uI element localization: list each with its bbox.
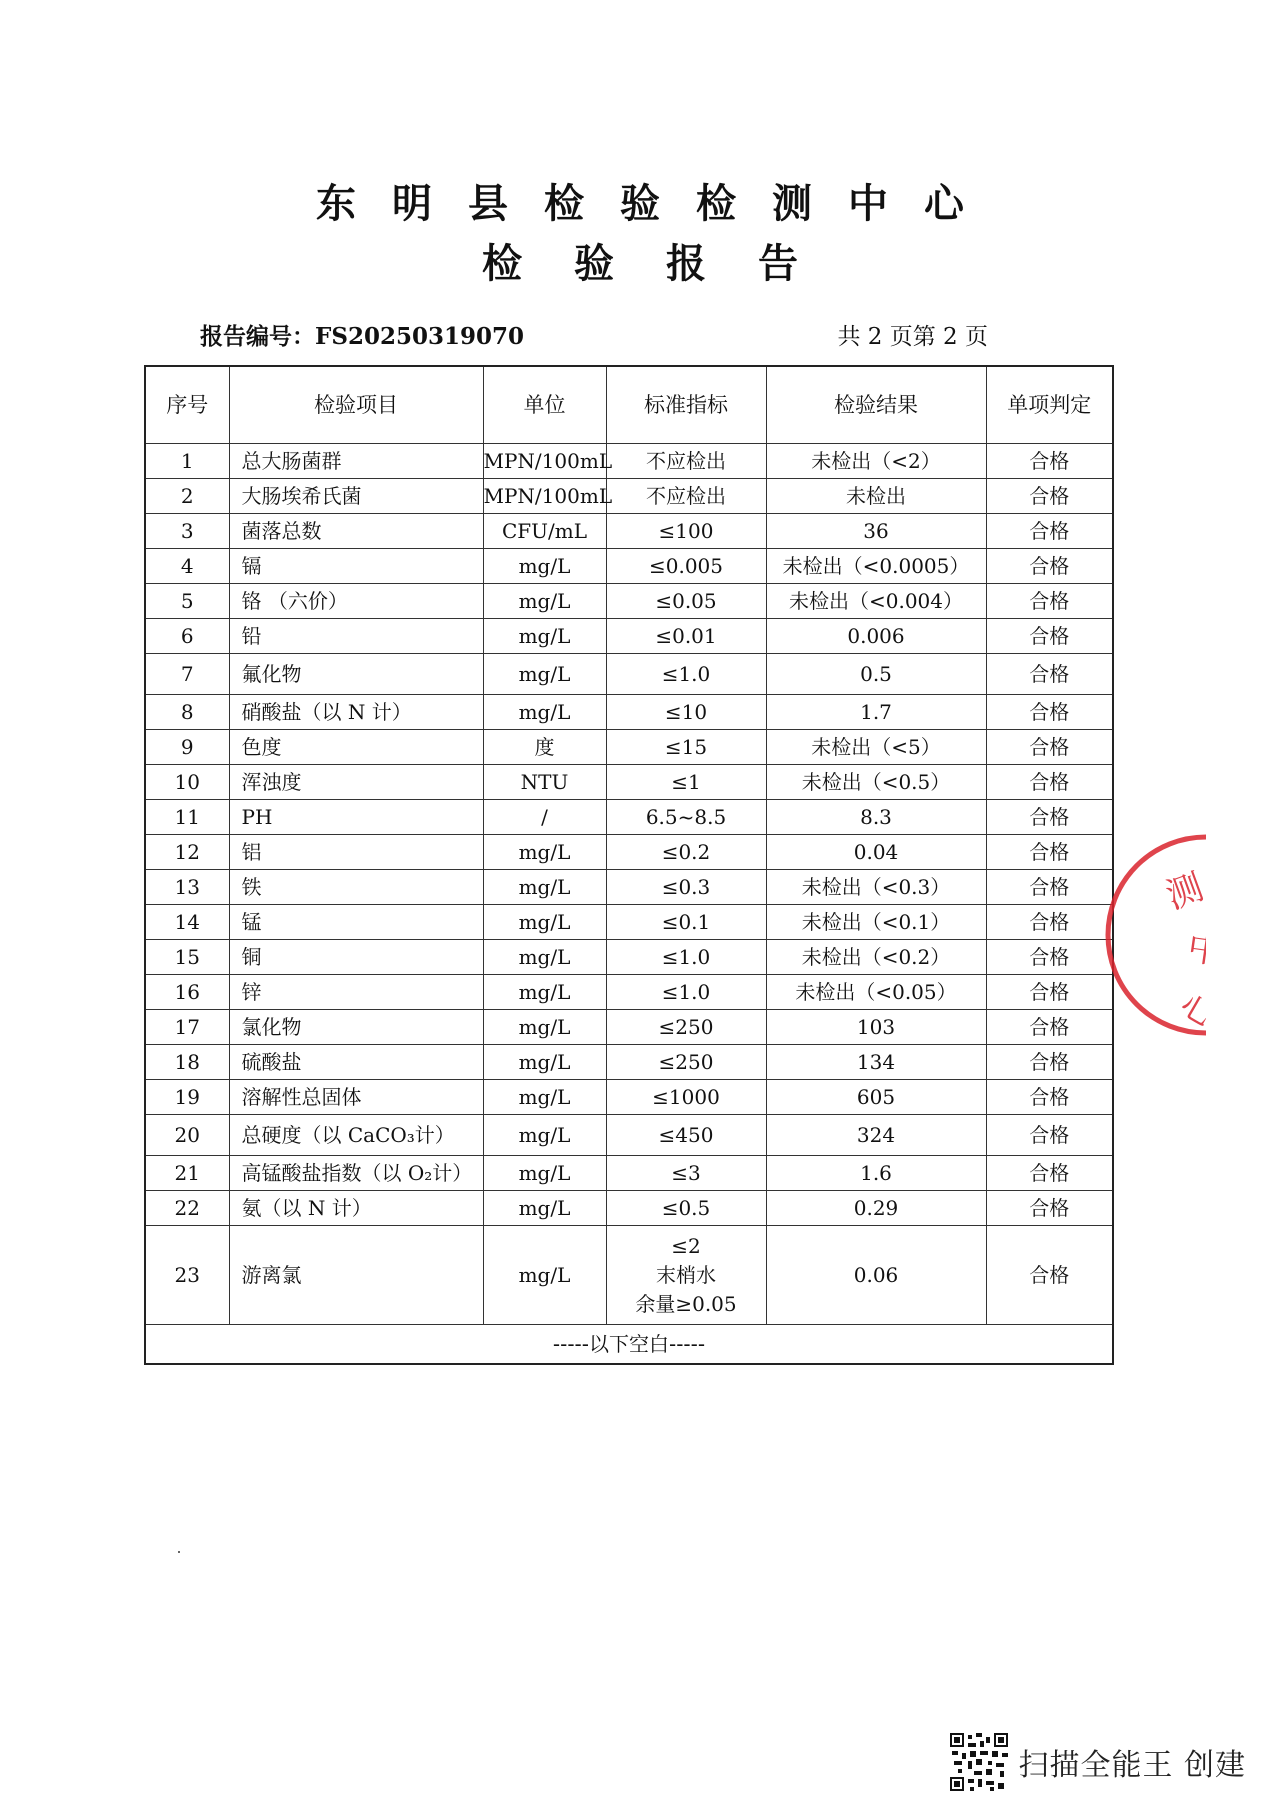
cell-unit: mg/L [483,654,606,695]
col-header-item: 检验项目 [229,366,483,444]
cell-judgement: 合格 [986,584,1113,619]
cell-judgement: 合格 [986,975,1113,1010]
cell-unit: mg/L [483,1226,606,1325]
cell-judgement: 合格 [986,1115,1113,1156]
cell-unit: mg/L [483,1010,606,1045]
svg-text:中: 中 [1184,927,1227,973]
end-row [145,1325,1113,1365]
cell-item: 氯化物 [229,1010,483,1045]
cell-judgement: 合格 [986,1191,1113,1226]
cell-no: 13 [145,870,229,905]
cell-unit: mg/L [483,1045,606,1080]
cell-standard: ≤0.01 [606,619,766,654]
cell-judgement: 合格 [986,514,1113,549]
table-header-row [145,366,1113,444]
cell-item: 锌 [229,975,483,1010]
cell-item: 锰 [229,905,483,940]
cell-judgement: 合格 [986,940,1113,975]
cell-unit: CFU/mL [483,514,606,549]
cell-result: 1.6 [766,1156,986,1191]
cell-no: 2 [145,479,229,514]
table-row [145,800,1113,835]
cell-result: 36 [766,514,986,549]
cell-no: 11 [145,800,229,835]
cell-unit: mg/L [483,619,606,654]
cell-item: 总硬度（以 CaCO₃计） [229,1115,483,1156]
table-row [145,1080,1113,1115]
cell-no: 23 [145,1226,229,1325]
cell-standard: ≤1.0 [606,654,766,695]
cell-judgement: 合格 [986,549,1113,584]
table-row [145,835,1113,870]
cell-result: 0.5 [766,654,986,695]
cell-no: 22 [145,1191,229,1226]
table-row [145,654,1113,695]
cell-judgement: 合格 [986,800,1113,835]
cell-item: 铁 [229,870,483,905]
cell-standard: ≤1.0 [606,940,766,975]
blank-below-note: -----以下空白----- [145,1325,1113,1365]
page-info: 共 2 页第 2 页 [837,324,988,350]
table-row [145,975,1113,1010]
cell-unit: mg/L [483,1080,606,1115]
cell-unit: mg/L [483,549,606,584]
cell-no: 7 [145,654,229,695]
col-header-judgement: 单项判定 [986,366,1113,444]
table-row [145,695,1113,730]
cell-no: 15 [145,940,229,975]
cell-judgement: 合格 [986,1156,1113,1191]
cell-no: 4 [145,549,229,584]
cell-result: 0.04 [766,835,986,870]
table-row [145,905,1113,940]
cell-no: 18 [145,1045,229,1080]
cell-unit: mg/L [483,870,606,905]
cell-standard: ≤250 [606,1010,766,1045]
cell-judgement: 合格 [986,654,1113,695]
cell-result: 未检出（<0.2） [766,940,986,975]
cell-item: 铬 （六价） [229,584,483,619]
col-header-result: 检验结果 [766,366,986,444]
cell-standard: 6.5~8.5 [606,800,766,835]
cell-judgement: 合格 [986,1010,1113,1045]
table-row [145,1045,1113,1080]
cell-standard: ≤0.1 [606,905,766,940]
cell-standard: ≤15 [606,730,766,765]
cell-unit: MPN/100mL [483,479,606,514]
cell-judgement: 合格 [986,1045,1113,1080]
cell-standard: ≤1.0 [606,975,766,1010]
cell-no: 12 [145,835,229,870]
table-row [145,730,1113,765]
cell-result: 未检出（<0.0005） [766,549,986,584]
cell-item: 浑浊度 [229,765,483,800]
cell-unit: / [483,800,606,835]
cell-standard: ≤0.2 [606,835,766,870]
cell-no: 1 [145,444,229,479]
cell-standard: ≤0.3 [606,870,766,905]
cell-judgement: 合格 [986,1226,1113,1325]
svg-text:测: 测 [1161,866,1209,918]
cell-item: 高锰酸盐指数（以 O₂计） [229,1156,483,1191]
cell-standard: ≤3 [606,1156,766,1191]
cell-result: 103 [766,1010,986,1045]
cell-judgement: 合格 [986,444,1113,479]
cell-unit: mg/L [483,584,606,619]
cell-unit: mg/L [483,835,606,870]
table-row [145,1191,1113,1226]
cell-result: 未检出（<0.004） [766,584,986,619]
report-number [200,318,524,351]
cell-item: 菌落总数 [229,514,483,549]
table-row [145,444,1113,479]
svg-text:心: 心 [1173,983,1226,1037]
table-row [145,584,1113,619]
table-row [145,1010,1113,1045]
report-number-value: FS20250319070 [315,323,524,350]
cell-no: 6 [145,619,229,654]
cell-judgement: 合格 [986,905,1113,940]
table-row [145,1226,1113,1325]
cell-item: PH [229,800,483,835]
table-row [145,870,1113,905]
cell-no: 3 [145,514,229,549]
official-seal [1096,825,1227,1045]
cell-standard: ≤100 [606,514,766,549]
table-row [145,1115,1113,1156]
cell-no: 16 [145,975,229,1010]
table-row [145,1156,1113,1191]
standard-line: 末梢水 [656,1262,716,1287]
table-row [145,940,1113,975]
qr-code-icon [950,1733,1008,1791]
cell-judgement: 合格 [986,619,1113,654]
document-title: 检验报告 [482,240,850,287]
col-header-unit: 单位 [483,366,606,444]
cell-result: 未检出 [766,479,986,514]
cell-standard: ≤1000 [606,1080,766,1115]
cell-item: 硝酸盐（以 N 计） [229,695,483,730]
test-results-table [144,365,1114,1365]
cell-item: 铝 [229,835,483,870]
cell-standard: ≤0.005 [606,549,766,584]
table-row [145,514,1113,549]
table-row [145,765,1113,800]
col-header-standard: 标准指标 [606,366,766,444]
table-row [145,479,1113,514]
cell-standard: 不应检出 [606,479,766,514]
cell-item: 铜 [229,940,483,975]
cell-unit: 度 [483,730,606,765]
cell-result: 0.06 [766,1226,986,1325]
cell-no: 20 [145,1115,229,1156]
cell-unit: mg/L [483,695,606,730]
cell-judgement: 合格 [986,1080,1113,1115]
cell-item: 大肠埃希氏菌 [229,479,483,514]
cell-item: 色度 [229,730,483,765]
cell-result: 未检出（<5） [766,730,986,765]
cell-unit: mg/L [483,905,606,940]
standard-line: 余量≥0.05 [635,1291,737,1316]
cell-item: 氨（以 N 计） [229,1191,483,1226]
cell-unit: mg/L [483,975,606,1010]
cell-item: 游离氯 [229,1226,483,1325]
cell-result: 未检出（<0.1） [766,905,986,940]
cell-result: 605 [766,1080,986,1115]
cell-result: 1.7 [766,695,986,730]
cell-item: 铅 [229,619,483,654]
cell-unit: mg/L [483,940,606,975]
cell-item: 总大肠菌群 [229,444,483,479]
cell-standard: ≤450 [606,1115,766,1156]
cell-judgement: 合格 [986,835,1113,870]
cell-no: 8 [145,695,229,730]
scanner-label: 扫描全能王 创建 [1018,1748,1246,1783]
table-row [145,549,1113,584]
report-number-label: 报告编号： [200,323,315,350]
scan-speck [178,1551,180,1553]
cell-no: 14 [145,905,229,940]
cell-unit: mg/L [483,1191,606,1226]
cell-judgement: 合格 [986,870,1113,905]
cell-no: 10 [145,765,229,800]
cell-judgement: 合格 [986,765,1113,800]
scanner-watermark [950,1733,1246,1791]
cell-no: 9 [145,730,229,765]
cell-result: 8.3 [766,800,986,835]
cell-item: 溶解性总固体 [229,1080,483,1115]
cell-item: 氟化物 [229,654,483,695]
cell-unit: NTU [483,765,606,800]
cell-unit: mg/L [483,1115,606,1156]
table-row [145,619,1113,654]
cell-result: 未检出（<0.05） [766,975,986,1010]
cell-result: 0.29 [766,1191,986,1226]
cell-judgement: 合格 [986,479,1113,514]
cell-result: 未检出（<0.5） [766,765,986,800]
cell-result: 未检出（<0.3） [766,870,986,905]
cell-judgement: 合格 [986,695,1113,730]
cell-standard: 不应检出 [606,444,766,479]
cell-unit: MPN/100mL [483,444,606,479]
cell-result: 134 [766,1045,986,1080]
cell-standard: ≤1 [606,765,766,800]
cell-standard: ≤0.5 [606,1191,766,1226]
cell-no: 19 [145,1080,229,1115]
cell-no: 5 [145,584,229,619]
cell-standard: ≤0.05 [606,584,766,619]
cell-result: 0.006 [766,619,986,654]
cell-no: 17 [145,1010,229,1045]
col-header-no: 序号 [145,366,229,444]
cell-standard: ≤10 [606,695,766,730]
org-title: 东明县检验检测中心 [316,180,1000,227]
cell-no: 21 [145,1156,229,1191]
seal-icon [1096,825,1227,1045]
cell-unit: mg/L [483,1156,606,1191]
cell-result: 未检出（<2） [766,444,986,479]
cell-standard: ≤250 [606,1045,766,1080]
cell-standard [606,1226,766,1325]
standard-line: ≤2 [671,1233,701,1258]
cell-item: 硫酸盐 [229,1045,483,1080]
cell-item: 镉 [229,549,483,584]
cell-judgement: 合格 [986,730,1113,765]
cell-result: 324 [766,1115,986,1156]
